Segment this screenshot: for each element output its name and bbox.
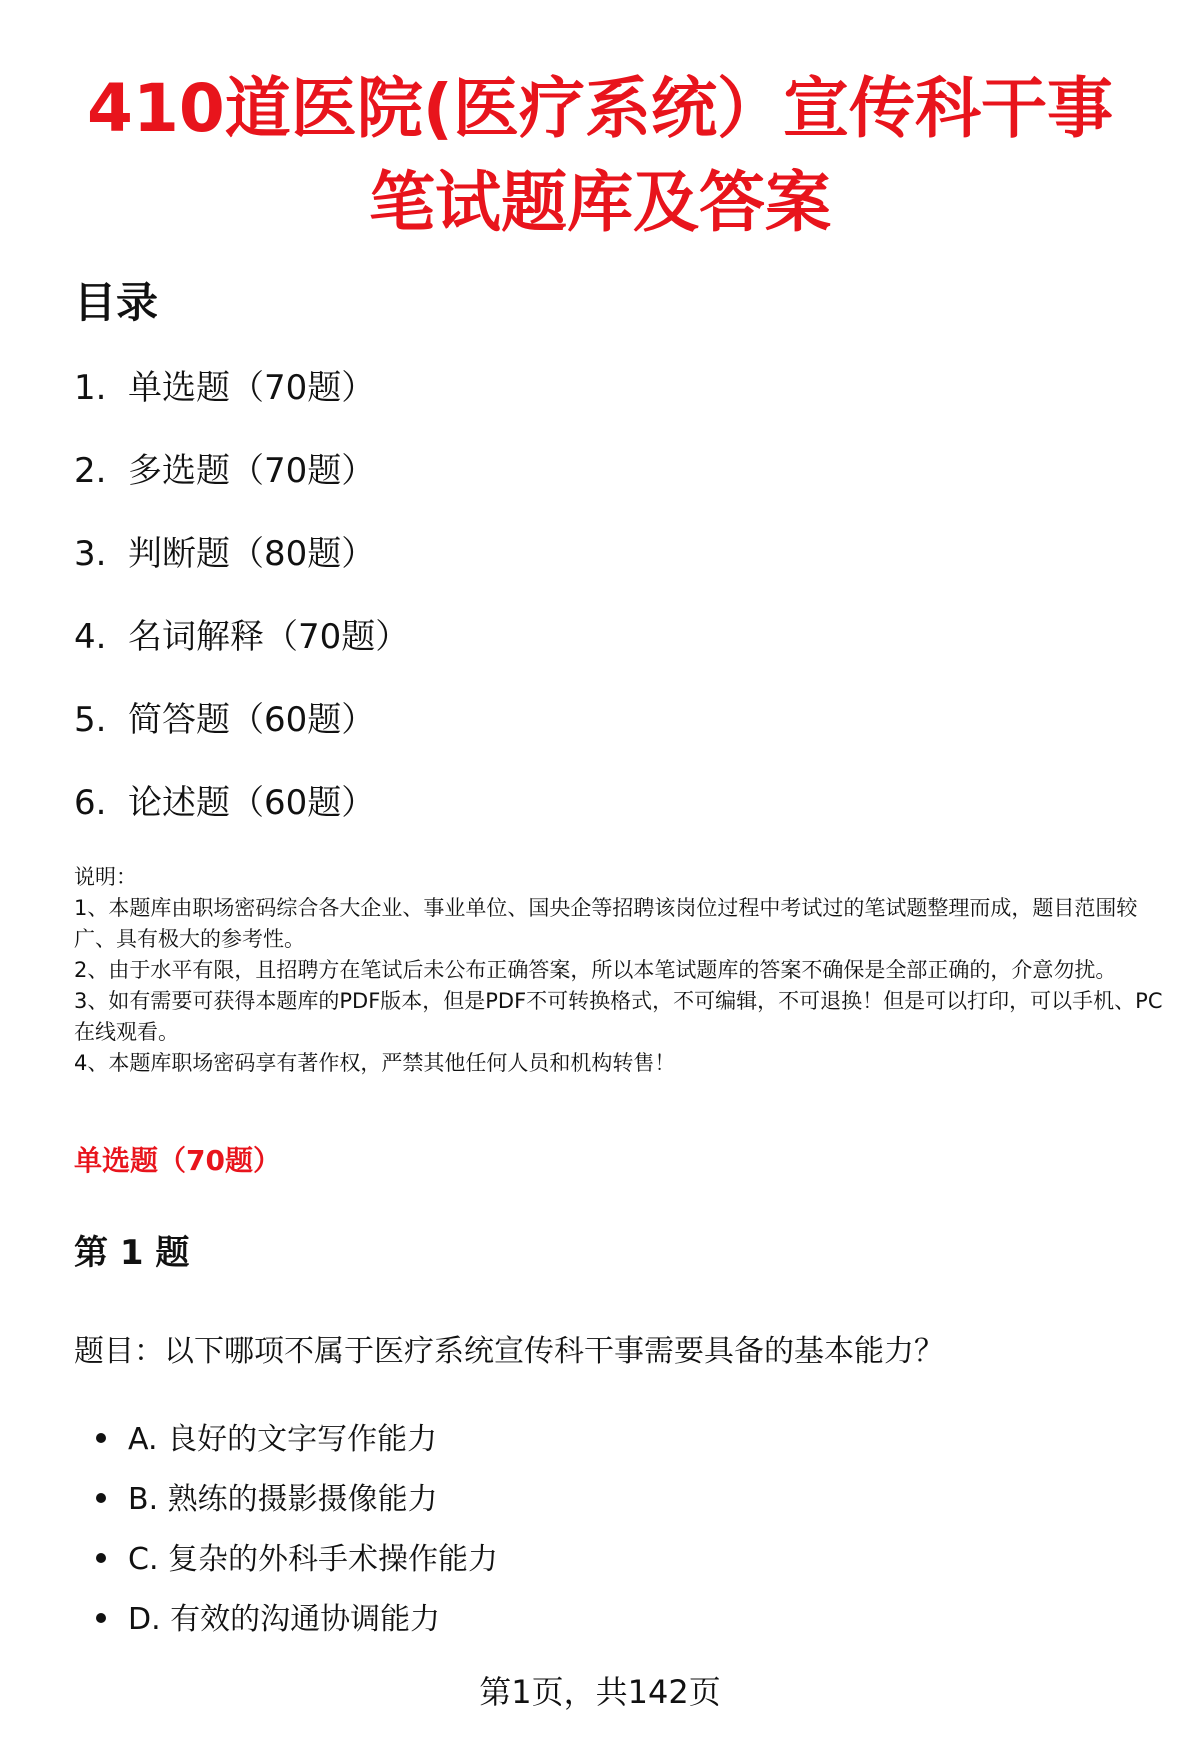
section-heading: 单选题（70题）	[74, 1144, 281, 1177]
toc-item-number: 3.	[74, 534, 107, 574]
note-item: 3、如有需要可获得本题库的PDF版本，但是PDF不可转换格式，不可编辑，不可退换！但是可以打印，可以手机、PC在线观看。	[74, 989, 1163, 1044]
toc-item-label: 判断题（80题）	[128, 534, 376, 574]
option-label: C. 复杂的外科手术操作能力	[128, 1542, 499, 1577]
toc-item-label: 名词解释（70题）	[128, 617, 410, 657]
question-text: 题目：以下哪项不属于医疗系统宣传科干事需要具备的基本能力？	[74, 1334, 944, 1369]
toc-item-label: 多选题（70题）	[128, 451, 376, 491]
option-item	[96, 1417, 498, 1477]
note-item: 1、本题库由职场密码综合各大企业、事业单位、国央企等招聘该岗位过程中考试过的笔试题整理而成，题目范围较广、具有极大的参考性。	[74, 896, 1138, 951]
title-line-1: 410道医院(医疗系统）宣传科干事	[87, 70, 1113, 147]
option-label: D. 有效的沟通协调能力	[128, 1602, 441, 1637]
toc-item[interactable]	[74, 777, 409, 860]
question-number: 第 1 题	[74, 1233, 190, 1273]
toc-item-label: 单选题（70题）	[128, 368, 376, 408]
option-item	[96, 1537, 498, 1597]
bullet-icon	[96, 1433, 106, 1443]
toc-item-label: 简答题（60题）	[128, 700, 376, 740]
toc-item[interactable]	[74, 611, 409, 694]
toc-item[interactable]	[74, 445, 409, 528]
option-item	[96, 1597, 498, 1657]
bullet-icon	[96, 1553, 106, 1563]
toc-item[interactable]	[74, 528, 409, 611]
toc-item-label: 论述题（60题）	[128, 783, 376, 823]
bullet-icon	[96, 1493, 106, 1503]
toc-item-number: 5.	[74, 700, 107, 740]
bullet-icon	[96, 1613, 106, 1623]
note-item: 4、本题库职场密码享有著作权，严禁其他任何人员和机构转售！	[74, 1051, 676, 1075]
option-item	[96, 1477, 498, 1537]
table-of-contents	[74, 362, 409, 860]
toc-item[interactable]	[74, 694, 409, 777]
toc-heading: 目录	[74, 278, 159, 327]
toc-item-number: 1.	[74, 368, 107, 408]
option-label: B. 熟练的摄影摄像能力	[128, 1482, 438, 1517]
note-item: 2、由于水平有限，且招聘方在笔试后未公布正确答案，所以本笔试题库的答案不确保是全部正确的，介意勿扰。	[74, 958, 1117, 982]
document-title	[60, 62, 1140, 250]
notes-block	[74, 862, 1164, 1079]
toc-item-number: 6.	[74, 783, 107, 823]
option-label: A. 良好的文字写作能力	[128, 1422, 438, 1457]
page-footer: 第1页，共142页	[479, 1673, 721, 1711]
title-line-2: 笔试题库及答案	[369, 164, 831, 241]
toc-item-number: 4.	[74, 617, 107, 657]
toc-item-number: 2.	[74, 451, 107, 491]
answer-options	[96, 1417, 498, 1657]
notes-label: 说明：	[74, 865, 137, 889]
toc-item[interactable]	[74, 362, 409, 445]
